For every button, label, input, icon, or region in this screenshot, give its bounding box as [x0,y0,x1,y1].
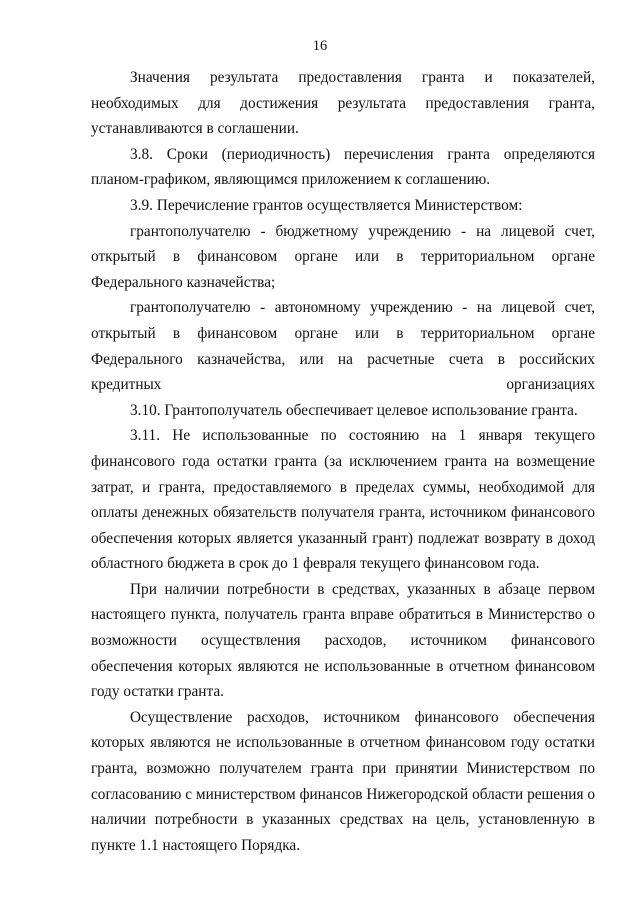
page-number: 16 [312,38,328,54]
paragraph-3-11-unused-balances: 3.11. Не использованные по состоянию на 1 января текущего финансового года остатки гранта (за исключением гранта на возмещение затрат, и гранта, предоставляемого в пределах суммы, необходимой для оплаты денежных обязательств получателя гранта, источником финансового обеспечения которых является указанный грант) подлежат возврату в доход областного бюджета в срок до 1 февраля текущего финансовом года. [91,427,595,573]
paragraph-autonomous-institution-account: грантополучателю - автономному учреждению - на лицевой счет, открытый в финансовом органе или в территориальном органе Федерального казначейства, или на расчетные счета в российских кредитных организациях [91,299,595,394]
paragraph-budget-institution-account: грантополучателю - бюджетному учреждению - на лицевой счет, открытый в финансовом органе или в территориальном органе Федерального казначейства; [91,222,595,291]
paragraph-need-for-funds: При наличии потребности в средствах, указанных в абзаце первом настоящего пункта, получатель гранта вправе обратиться в Министерство о возможности осуществления расходов, источником финансового обеспечения которых являются не использованные в отчетном финансовом году остатки гранта. [91,580,595,701]
document-body [91,65,595,858]
paragraph-3-8-transfer-schedule: 3.8. Сроки (периодичность) перечисления гранта определяются планом-графиком, являющимся приложением к соглашению. [91,145,595,189]
paragraph-grant-result-values: Значения результата предоставления гранта и показателей, необходимых для достижения результата предоставления гранта, устанавливаются в соглашении. [91,69,595,138]
paragraph-3-10-target-use: 3.10. Грантополучатель обеспечивает целевое использование гранта. [130,401,578,419]
paragraph-3-9-transfer-by-ministry: 3.9. Перечисление грантов осуществляется Министерством: [130,196,523,214]
paragraph-expenditure-approval: Осуществление расходов, источником финансового обеспечения которых являются не использованные в отчетном финансовом году остатки гранта, возможно получателем гранта при принятии Министерством по согласованию с министерством финансов Нижегородской области решения о наличии потребности в указанных средствах на цель, установленную в пункте 1.1 настоящего Порядка. [91,708,595,854]
